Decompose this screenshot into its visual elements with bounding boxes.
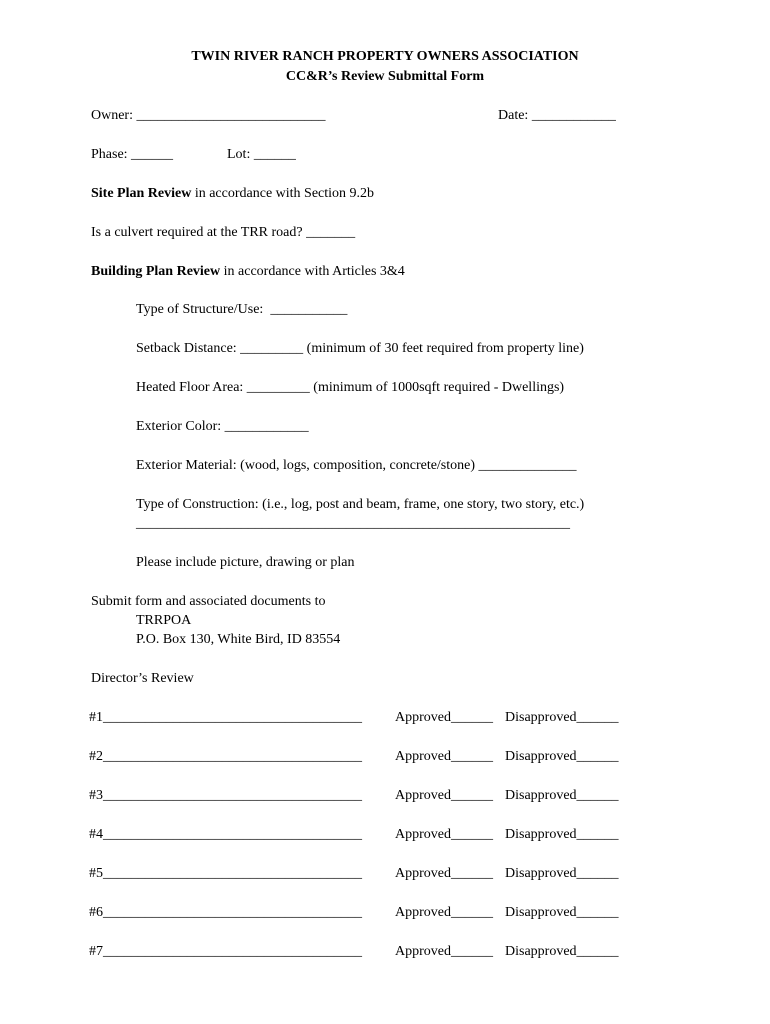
disapproved-field[interactable]: Disapproved______ xyxy=(505,905,619,920)
approved-field[interactable]: Approved______ xyxy=(395,710,493,725)
directors-review-title: Director’s Review xyxy=(91,671,194,686)
submit-org: TRRPOA xyxy=(136,613,192,628)
setback-distance-field[interactable]: Setback Distance: _________ (minimum of 30 feet required from property line) xyxy=(136,341,584,356)
culvert-question[interactable]: Is a culvert required at the TRR road? _______ xyxy=(91,225,356,240)
building-plan-title: Building Plan Review xyxy=(91,264,221,279)
construction-type-label: Type of Construction: (i.e., log, post and beam, frame, one story, two story, etc.) xyxy=(136,497,585,512)
director-signature-line[interactable]: #7_____________________________________ xyxy=(89,944,362,959)
date-field[interactable]: Date: ____________ xyxy=(498,108,616,123)
disapproved-field[interactable]: Disapproved______ xyxy=(505,710,619,725)
director-signature-line[interactable]: #6_____________________________________ xyxy=(89,905,362,920)
site-plan-text: in accordance with Section 9.2b xyxy=(191,186,375,201)
org-title: TWIN RIVER RANCH PROPERTY OWNERS ASSOCIATION xyxy=(191,49,579,64)
phase-field[interactable]: Phase: ______ xyxy=(91,147,174,162)
site-plan-heading xyxy=(91,186,374,202)
director-signature-line[interactable]: #3_____________________________________ xyxy=(89,788,362,803)
director-signature-line[interactable]: #1_____________________________________ xyxy=(89,710,362,725)
disapproved-field[interactable]: Disapproved______ xyxy=(505,866,619,881)
disapproved-field[interactable]: Disapproved______ xyxy=(505,749,619,764)
disapproved-field[interactable]: Disapproved______ xyxy=(505,944,619,959)
site-plan-title: Site Plan Review xyxy=(91,186,192,201)
approved-field[interactable]: Approved______ xyxy=(395,749,493,764)
submit-instructions: Submit form and associated documents to xyxy=(91,594,326,609)
approved-field[interactable]: Approved______ xyxy=(395,866,493,881)
director-signature-line[interactable]: #2_____________________________________ xyxy=(89,749,362,764)
director-signature-line[interactable]: #5_____________________________________ xyxy=(89,866,362,881)
exterior-material-field[interactable]: Exterior Material: (wood, logs, composition, concrete/stone) ______________ xyxy=(136,458,577,473)
lot-field[interactable]: Lot: ______ xyxy=(227,147,296,162)
disapproved-field[interactable]: Disapproved______ xyxy=(505,827,619,842)
disapproved-field[interactable]: Disapproved______ xyxy=(505,788,619,803)
structure-use-field[interactable]: Type of Structure/Use: ___________ xyxy=(136,302,348,317)
approved-field[interactable]: Approved______ xyxy=(395,827,493,842)
approved-field[interactable]: Approved______ xyxy=(395,905,493,920)
submit-address: P.O. Box 130, White Bird, ID 83554 xyxy=(136,632,341,647)
approved-field[interactable]: Approved______ xyxy=(395,944,493,959)
owner-field[interactable]: Owner: ___________________________ xyxy=(91,108,326,123)
construction-type-field[interactable]: ______________________________________________________________ xyxy=(136,516,570,531)
heated-floor-area-field[interactable]: Heated Floor Area: _________ (minimum of 1000sqft required - Dwellings) xyxy=(136,380,565,395)
form-title: CC&R’s Review Submittal Form xyxy=(285,69,485,84)
approved-field[interactable]: Approved______ xyxy=(395,788,493,803)
director-signature-line[interactable]: #4_____________________________________ xyxy=(89,827,362,842)
include-picture-note: Please include picture, drawing or plan xyxy=(136,555,355,570)
building-plan-heading xyxy=(91,264,405,280)
building-plan-text: in accordance with Articles 3&4 xyxy=(220,264,405,279)
exterior-color-field[interactable]: Exterior Color: ____________ xyxy=(136,419,309,434)
